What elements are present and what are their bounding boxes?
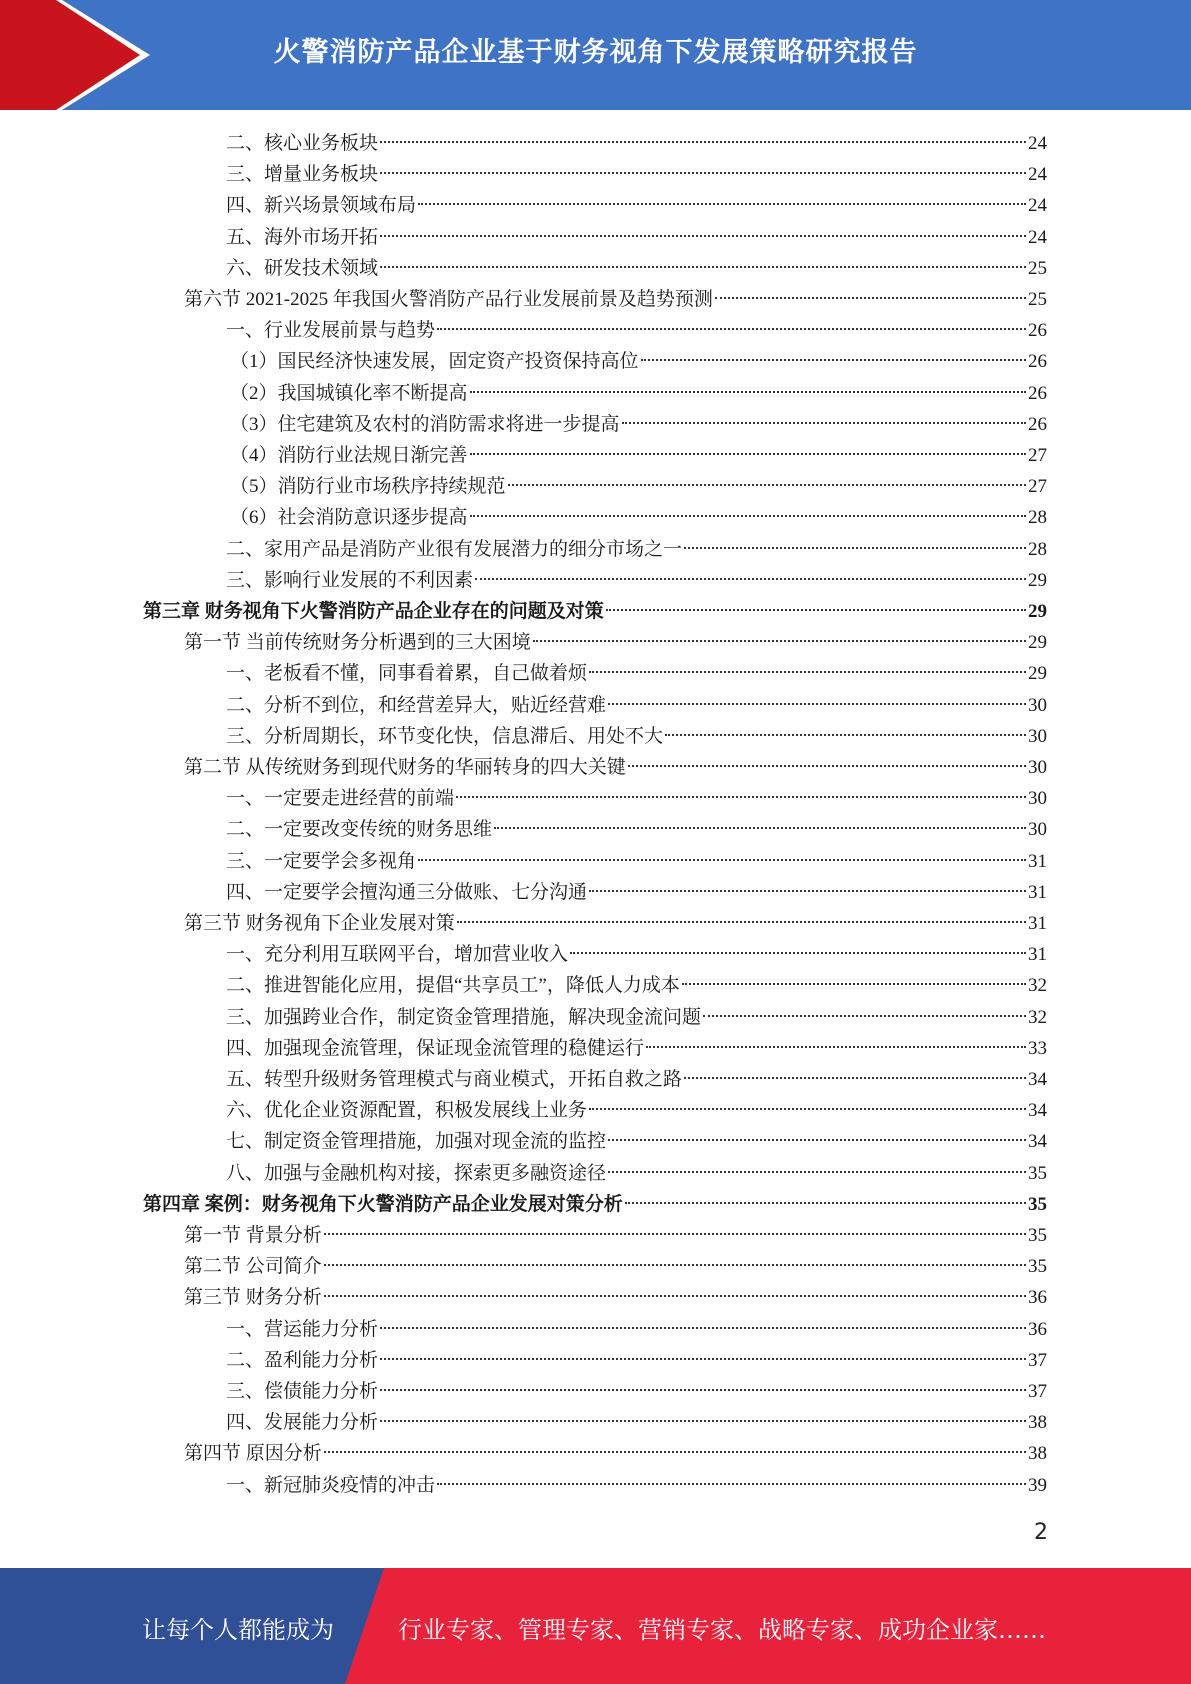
toc-dot-leader [456,796,1026,798]
toc-entry-title: （5）消防行业市场秩序持续规范 [230,476,506,498]
toc-entry[interactable] [226,658,1047,689]
toc-entry[interactable] [184,1282,1047,1313]
toc-entry[interactable] [226,253,1047,284]
toc-entry-page: 37 [1028,1381,1047,1402]
toc-dot-leader [608,1139,1026,1141]
toc-entry-page: 25 [1028,257,1047,279]
toc-entry-page: 30 [1028,788,1047,810]
toc-entry-title: 一、行业发展前景与趋势 [226,320,436,342]
toc-entry-title: 第一节 当前传统财务分析遇到的三大困境 [184,632,531,654]
toc-entry-page: 39 [1028,1474,1047,1496]
toc-dot-leader [437,328,1026,330]
toc-entry-page: 24 [1028,226,1047,248]
toc-entry[interactable] [184,1438,1047,1469]
toc-entry-page: 31 [1028,944,1047,966]
toc-entry-title: 三、偿债能力分析 [226,1381,379,1402]
toc-dot-leader [380,1358,1026,1360]
toc-dot-leader [475,578,1026,580]
toc-dot-leader [646,1046,1026,1048]
footer-slogan-right: 行业专家、管理专家、营销专家、战略专家、成功企业家…… [398,1616,1046,1644]
toc-entry[interactable] [184,284,1047,315]
toc-dot-leader [380,172,1026,174]
toc-entry-title: 一、营运能力分析 [226,1318,379,1340]
toc-dot-leader [589,1108,1026,1110]
document-title: 火警消防产品企业基于财务视角下发展策略研究报告 [273,37,918,68]
toc-entry-page: 26 [1028,351,1047,373]
toc-entry-page: 36 [1028,1318,1047,1340]
toc-entry[interactable] [226,721,1047,752]
toc-dot-leader [470,453,1026,455]
toc-dot-leader [324,1264,1026,1266]
toc-dot-leader [665,734,1026,736]
toc-entry-page: 27 [1028,476,1047,498]
toc-entry-title: 第六节 2021-2025 年我国火警消防产品行业发展前景及趋势预测 [184,289,713,310]
toc-entry-page: 34 [1028,1131,1047,1153]
toc-entry-page: 35 [1028,1225,1047,1246]
toc-entry[interactable] [230,409,1047,440]
toc-entry-page: 30 [1028,757,1047,778]
toc-entry-page: 29 [1028,663,1047,685]
toc-entry[interactable] [226,1470,1047,1501]
toc-entry-title: 第二节 从传统财务到现代财务的华丽转身的四大关键 [184,757,626,778]
toc-dot-leader [715,297,1026,299]
toc-entry-page: 31 [1028,881,1047,903]
toc-entry[interactable] [226,159,1047,190]
toc-entry-title: 二、核心业务板块 [226,133,379,154]
toc-entry[interactable] [226,190,1047,221]
toc-entry[interactable] [226,690,1047,721]
toc-entry[interactable] [226,1314,1047,1345]
toc-dot-leader [682,983,1026,985]
toc-dot-leader [324,1451,1026,1453]
toc-entry-title: 七、制定资金管理措施，加强对现金流的监控 [226,1131,607,1153]
toc-entry-title: （4）消防行业法规日渐完善 [230,445,468,466]
toc-entry-page: 24 [1028,195,1047,217]
toc-entry[interactable] [230,471,1047,502]
toc-entry[interactable] [226,1376,1047,1407]
toc-entry[interactable] [184,1251,1047,1282]
toc-entry-title: 一、一定要走进经营的前端 [226,788,455,810]
toc-entry-title: 三、影响行业发展的不利因素 [226,569,474,591]
toc-entry[interactable] [230,378,1047,409]
toc-dot-leader [457,921,1026,923]
toc-entry-page: 29 [1028,632,1047,654]
toc-entry-page: 34 [1028,1069,1047,1090]
toc-entry-page: 35 [1028,1193,1047,1215]
toc-entry-page: 30 [1028,725,1047,747]
toc-entry-title: 六、优化企业资源配置，积极发展线上业务 [226,1100,588,1122]
toc-entry-title: 三、加强跨业合作，制定资金管理措施，解决现金流问题 [226,1006,702,1028]
toc-entry-page: 30 [1028,819,1047,841]
toc-entry[interactable] [226,1033,1047,1064]
toc-entry-title: 二、推进智能化应用，提倡“共享员工”，降低人力成本 [226,975,680,997]
toc-entry-page: 26 [1028,413,1047,435]
toc-entry[interactable] [226,939,1047,970]
toc-entry-page: 24 [1028,133,1047,154]
toc-entry-title: （1）国民经济快速发展，固定资产投资保持高位 [230,351,639,373]
toc-entry-page: 34 [1028,1100,1047,1122]
page-header [0,0,1191,110]
toc-dot-leader [470,391,1026,393]
toc-entry-page: 33 [1028,1037,1047,1059]
toc-entry-title: 一、老板看不懂，同事看着累，自己做着烦 [226,663,588,685]
toc-entry-page: 32 [1028,1006,1047,1028]
footer-slogan-left: 让每个人都能成为 [142,1616,334,1644]
toc-entry-page: 32 [1028,975,1047,997]
toc-entry-title: 第二节 公司简介 [184,1256,322,1278]
toc-entry-title: 四、加强现金流管理，保证现金流管理的稳健运行 [226,1037,645,1059]
toc-dot-leader [589,890,1026,892]
toc-entry-title: 三、一定要学会多视角 [226,850,417,872]
toc-entry[interactable] [226,1064,1047,1095]
toc-entry[interactable] [230,440,1047,471]
toc-entry-page: 29 [1028,569,1047,591]
toc-entry[interactable] [230,346,1047,377]
toc-entry-page: 26 [1028,382,1047,404]
toc-entry-page: 30 [1028,694,1047,716]
toc-entry-title: 第三节 财务视角下企业发展对策 [184,913,455,934]
toc-dot-leader [494,827,1026,829]
toc-entry-page: 28 [1028,538,1047,560]
toc-entry-page: 29 [1028,601,1047,622]
toc-entry-page: 27 [1028,445,1047,466]
toc-entry[interactable] [226,1002,1047,1033]
toc-dot-leader [684,1077,1026,1079]
toc-entry[interactable] [226,1407,1047,1438]
toc-entry-page: 37 [1028,1349,1047,1371]
toc-entry[interactable] [226,783,1047,814]
toc-entry[interactable] [226,315,1047,346]
toc-entry-title: 三、分析周期长，环节变化快，信息滞后、用处不大 [226,725,664,747]
toc-entry-title: 第四章 案例：财务视角下火警消防产品企业发展对策分析 [143,1193,623,1215]
toc-dot-leader [380,1389,1026,1391]
toc-entry-page: 38 [1028,1443,1047,1465]
toc-entry-title: 一、充分利用互联网平台，增加营业收入 [226,944,569,966]
toc-entry[interactable] [184,627,1047,658]
toc-entry[interactable] [184,908,1047,939]
toc-entry[interactable] [226,222,1047,253]
toc-entry-title: 六、研发技术领域 [226,257,379,279]
toc-entry-title: 一、新冠肺炎疫情的冲击 [226,1474,436,1496]
toc-entry-page: 31 [1028,913,1047,934]
toc-entry-page: 38 [1028,1412,1047,1434]
toc-dot-leader [628,765,1026,767]
toc-dot-leader [570,952,1026,954]
toc-entry-page: 26 [1028,320,1047,342]
toc-entry-title: 五、转型升级财务管理模式与商业模式，开拓自救之路 [226,1069,683,1090]
toc-dot-leader [608,703,1026,705]
toc-entry-page: 35 [1028,1256,1047,1278]
toc-entry[interactable] [184,1220,1047,1251]
toc-entry[interactable] [226,128,1047,159]
toc-entry-title: （3）住宅建筑及农村的消防需求将进一步提高 [230,413,620,435]
toc-entry-title: （6）社会消防意识逐步提高 [230,507,468,529]
toc-entry-title: 二、家用产品是消防产业很有发展潜力的细分市场之一 [226,538,683,560]
toc-dot-leader [625,1202,1026,1204]
toc-entry-title: 二、盈利能力分析 [226,1349,379,1371]
toc-dot-leader [703,1015,1026,1017]
toc-entry-title: 第四节 原因分析 [184,1443,322,1465]
toc-dot-leader [380,266,1026,268]
toc-entry[interactable] [143,596,1047,627]
toc-dot-leader [324,1233,1026,1235]
toc-entry[interactable] [226,1095,1047,1126]
toc-dot-leader [437,1483,1026,1485]
toc-entry-title: 四、一定要学会擅沟通三分做账、七分沟通 [226,881,588,903]
toc-dot-leader [608,1171,1026,1173]
toc-entry-title: 八、加强与金融机构对接，探索更多融资途径 [226,1162,607,1184]
toc-entry[interactable] [184,752,1047,783]
page-footer [0,1568,1191,1684]
toc-dot-leader [589,671,1026,673]
toc-dot-leader [380,235,1026,237]
toc-entry-title: 第三章 财务视角下火警消防产品企业存在的问题及对策 [143,601,604,622]
toc-dot-leader [622,422,1026,424]
toc-dot-leader [533,640,1026,642]
toc-entry-title: 三、增量业务板块 [226,164,379,186]
toc-entry-page: 36 [1028,1287,1047,1309]
toc-entry[interactable] [226,565,1047,596]
toc-entry[interactable] [226,1158,1047,1189]
toc-entry-title: 四、发展能力分析 [226,1412,379,1434]
toc-entry[interactable] [226,970,1047,1001]
toc-entry-title: 四、新兴场景领域布局 [226,195,417,217]
toc-entry-title: 第三节 财务分析 [184,1287,322,1309]
toc-entry-title: 二、分析不到位，和经营差异大，贴近经营难 [226,694,607,716]
toc-entry-page: 31 [1028,850,1047,872]
toc-entry[interactable] [226,1345,1047,1376]
toc-dot-leader [418,859,1026,861]
toc-dot-leader [380,141,1026,143]
toc-dot-leader [380,1420,1026,1422]
toc-dot-leader [641,359,1026,361]
page-number: 2 [1034,1520,1048,1545]
toc-dot-leader [470,515,1026,517]
toc-entry[interactable] [230,502,1047,533]
toc-dot-leader [684,547,1026,549]
toc-entry-title: （2）我国城镇化率不断提高 [230,382,468,404]
toc-entry-page: 24 [1028,164,1047,186]
toc-dot-leader [418,203,1026,205]
toc-entry-title: 二、一定要改变传统的财务思维 [226,819,493,841]
toc-entry-page: 28 [1028,507,1047,529]
toc-entry-title: 五、海外市场开拓 [226,226,379,248]
toc-entry[interactable] [226,877,1047,908]
toc-dot-leader [606,609,1026,611]
toc-entry[interactable] [226,814,1047,845]
toc-entry-page: 35 [1028,1162,1047,1184]
toc-dot-leader [380,1327,1026,1329]
toc-entry[interactable] [226,534,1047,565]
toc-entry-page: 25 [1028,289,1047,310]
toc-entry[interactable] [226,1126,1047,1157]
toc-dot-leader [324,1295,1026,1297]
toc-dot-leader [508,484,1026,486]
toc-entry[interactable] [143,1189,1047,1220]
toc-entry[interactable] [226,846,1047,877]
toc-entry-title: 第一节 背景分析 [184,1225,322,1246]
